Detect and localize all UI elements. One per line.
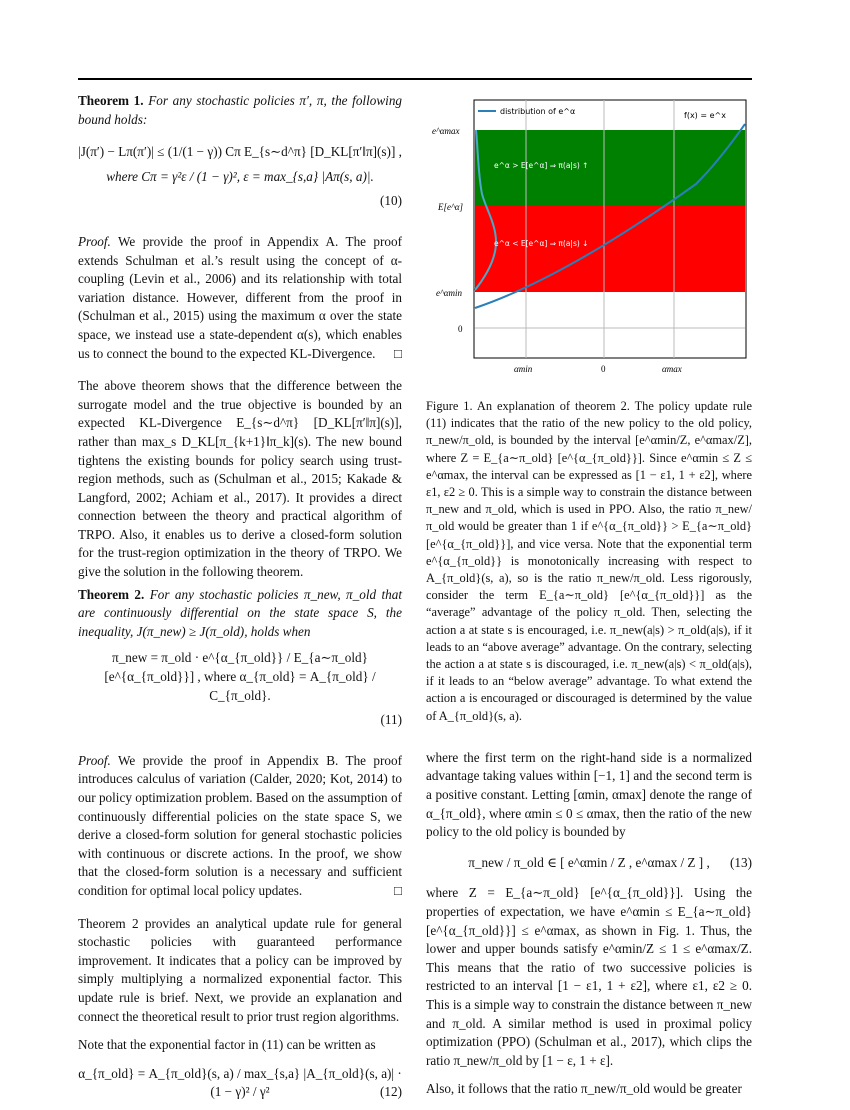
- paragraph-after-theorem-1: The above theorem shows that the difference between the surrogate model and the true objective is bounded by an expected KL-Divergence E_{s∼d^π} [D_KL[π′‖π](s)], rather than max_s D_KL[π_{k+1}‖π_k](s). The new bound tightens the existing bounds for policy search using trust-region methods, such as (Schulman et al., 2015; Kakade & Langford, 2002; Achiam et al., 2017). It provides a direct connection between the theory and practical algorithm of TRPO. Also, it enables us to derive a closed-form solution for the trust-region optimization in the theory of TRPO. We give the solution in the following theorem.: [78, 378, 402, 580]
- curve-label: f(x) = e^x: [684, 111, 726, 120]
- theorem-1-head: Theorem 1.: [78, 93, 144, 108]
- left-column: [78, 92, 402, 1110]
- equation-10-where: where Cπ = γ²ε / (1 − γ)², ε = max_{s,a} |Aπ(s, a)|.: [106, 168, 374, 184]
- equation-11-main: π_new = π_old · e^{α_{π_old}} / E_{a∼π_old} [e^{α_{π_old}}] , where α_{π_old} = A_{π_old} / C_{π_old}.: [104, 650, 376, 703]
- red-region-label: e^α < E[e^α] ⇒ π(a|s) ↓: [494, 239, 589, 248]
- x-tick-2: 0: [601, 364, 606, 374]
- theorem-2-head: Theorem 2.: [78, 586, 145, 602]
- equation-13-main: π_new / π_old ∈ [ e^αmin / Z , e^αmax / Z ] ,: [468, 854, 710, 870]
- x-tick-1: αmin: [514, 364, 533, 374]
- proof-1-label: Proof.: [78, 233, 111, 249]
- x-tick-3: αmax: [662, 364, 682, 374]
- equation-13: [426, 854, 752, 873]
- equation-10-number: (10): [380, 193, 402, 209]
- equation-10: [78, 143, 402, 211]
- paragraph-exponential-factor: Note that the exponential factor in (11) can be written as: [78, 1037, 376, 1053]
- figure-1-caption: Figure 1. An explanation of theorem 2. The policy update rule (11) indicates that the ratio of the new policy to the old policy, π_new/π_old, is bounded by the interval [e^αmin/Z, e^αmax/Z], where Z = E_{a∼π_old} [e^{α_{π_old}}]. Since e^αmin ≤ Z ≤ e^αmax, the interval can be expressed as [1 − ε1, 1 + ε2], where ε1, ε2 ≥ 0. This is a simple way to constrain the distance between π_new and π_old, which is used in PPO. Also, the ratio π_new/π_old would be greater than 1 if e^{α_{π_old}} > E_{a∼π_old} [e^{α_{π_old}}], and vice versa. Note that the exponential term e^{α_{π_old}} is monotonically increasing with respect to A_{π_old}(s, a), so is the ratio π_new/π_old. Less rigorously, consider the term E_{a∼π_old} [e^{α_{π_old}}] as the “average” advantage of the policy π_old. Then, selecting the action a at state s is encouraged, i.e. π_new(a|s) > π_old(a|s), if it leads to an “above average” advantage. On the contrary, selecting the action a at state s is discouraged, i.e. π_new(a|s) < π_old(a|s), if it leads to an “below average” advantage. To what extend the action a is encouraged or discouraged is determined by the value of A_{π_old}(s, a).: [426, 399, 752, 723]
- y-tick-4: 0: [458, 324, 463, 334]
- figure-1: [426, 94, 752, 384]
- equation-12: [78, 1065, 402, 1102]
- proof-2: [78, 752, 402, 901]
- right-column: [426, 398, 752, 1099]
- proof-1: [78, 233, 402, 363]
- y-tick-3: e^αmin: [436, 288, 463, 298]
- equation-11-number: (11): [380, 712, 402, 728]
- qed-symbol: □: [394, 345, 402, 361]
- proof-1-text: We provide the proof in Appendix A. The proof extends Schulman et al.’s result using the concept of α-coupling (Levin et al., 2006) and its relationship with total variation distance. However, different from the proof in (Schulman et al., 2015) using the maximum α over the state space, we instead use a state-dependent α(s), which enables us to connect the bound to the expected KL-Divergence.: [78, 233, 402, 361]
- theorem-1: [78, 92, 402, 129]
- y-tick-1: e^αmax: [432, 126, 460, 136]
- proof-2-label: Proof.: [78, 752, 111, 768]
- theorem-1-statement: For any stochastic policies π′, π, the following bound holds:: [78, 93, 403, 127]
- theorem-2: [78, 586, 402, 642]
- qed-symbol: □: [394, 882, 402, 898]
- paragraph-ratio-greater: Also, it follows that the ratio π_new/π_old would be greater: [426, 1081, 742, 1097]
- top-rule: [78, 78, 752, 80]
- equation-12-number: (12): [380, 1084, 402, 1100]
- green-region-label: e^α > E[e^α] ⇒ π(a|s) ↑: [494, 161, 589, 170]
- paragraph-theorem-2-discussion: Theorem 2 provides an analytical update rule for general stochastic policies with guaranteed performance improvement. It indicates that a policy can be improved by simply multiplying a normalized exponential factor. This update rule is brief. Next, we provide an explanation and connect the theoretical result to prior trust region algorithms.: [78, 915, 402, 1024]
- y-tick-2: E[e^α]: [438, 202, 464, 212]
- equation-13-number: (13): [730, 854, 752, 870]
- equation-12-main: α_{π_old} = A_{π_old}(s, a) / max_{s,a} |A_{π_old}(s, a)| · (1 − γ)² / γ²: [78, 1065, 402, 1100]
- equation-10-main: |J(π′) − Lπ(π′)| ≤ (1/(1 − γ)) Cπ E_{s∼d^π} [D_KL[π′‖π](s)] ,: [78, 144, 402, 160]
- paragraph-normalized-advantage: where the first term on the right-hand side is a normalized advantage taking values within [−1, 1] and the second term is a positive constant. Letting [αmin, αmax] denote the range of α_{π_old}, where αmin ≤ 0 ≤ αmax, then the ratio of the new policy to the old policy is bounded by: [426, 749, 752, 840]
- legend-text: distribution of e^α: [500, 107, 576, 116]
- paragraph-expectation-bounds: where Z = E_{a∼π_old} [e^{α_{π_old}}]. Using the properties of expectation, we have e^αmin ≤ E_{a∼π_old} [e^{α_{π_old}}] ≤ e^αmax, as shown in Fig. 1. Thus, the lower and upper bounds satisfy e^αmin/Z ≤ 1 ≤ e^αmax/Z. This means that the ratio of two successive policies is restricted to an interval [1 − ε1, 1 + ε2], where ε1, ε2 ≥ 0. This is a simple way to constrain the distance between π_new and π_old. A similar method is used in proximal policy optimization (PPO) (Schulman et al., 2017), which clips the ratio π_new/π_old by [1 − ε, 1 + ε].: [426, 885, 752, 1068]
- red-region: [475, 206, 745, 292]
- equation-11: [78, 649, 402, 729]
- proof-2-text: We provide the proof in Appendix B. The proof introduces calculus of variation (Calder, 2020; Kot, 2014) to our policy optimization problem. Based on the assumption of continuously differential policies on the state space S, we derive a closed-form solution for general stochastic policies with continuous or discrete actions. In the proof, we show that the closed-form solution is a necessary and sufficient condition for optimal local policy updates.: [78, 752, 403, 898]
- theorem-2-statement: For any stochastic policies π_new, π_old that are continuously differential on the state space S, the inequality, J(π_new) ≥ J(π_old), holds when: [78, 586, 403, 639]
